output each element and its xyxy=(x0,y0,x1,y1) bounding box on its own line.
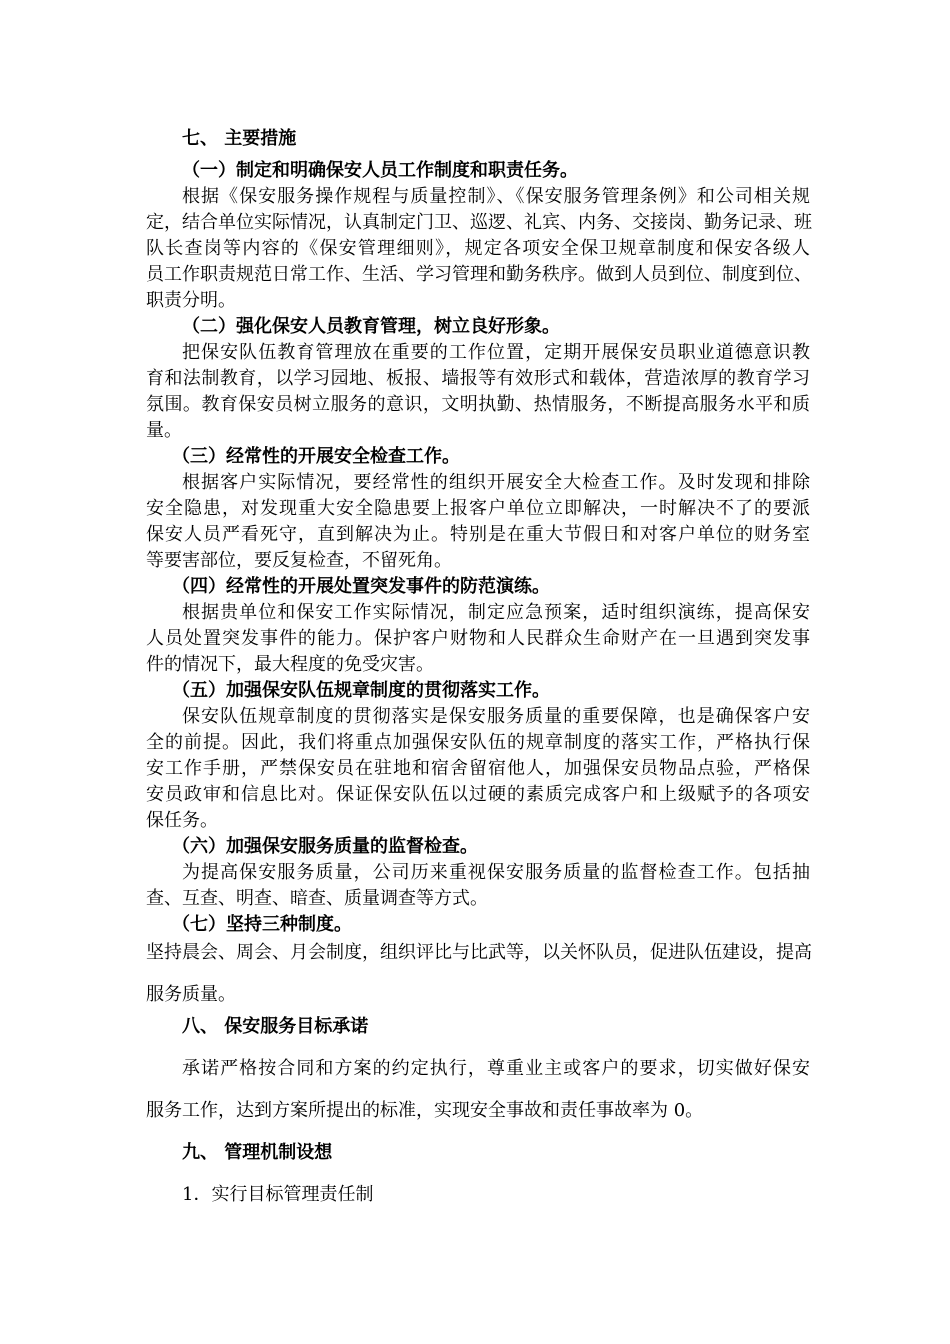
item-4-heading: （四）经常性的开展处置突发事件的防范演练。 xyxy=(172,576,550,597)
paragraph-line: 承诺严格按合同和方案的约定执行，尊重业主或客户的要求，切实做好保安 xyxy=(182,1058,810,1079)
paragraph-line: 件的情况下，最大程度的免受灾害。 xyxy=(146,654,434,675)
section-8-heading: 八、 保安服务目标承诺 xyxy=(182,1016,369,1037)
item-7-heading: （七）坚持三种制度。 xyxy=(172,914,352,935)
paragraph-line: 等要害部位，要反复检查，不留死角。 xyxy=(146,550,452,571)
paragraph-line: 安员政审和信息比对。保证保安队伍以过硬的素质完成客户和上级赋予的各项安 xyxy=(146,784,810,805)
paragraph-line: 根据《保安服务操作规程与质量控制》、《保安服务管理条例》和公司相关规 xyxy=(182,186,810,207)
paragraph-line: 队长查岗等内容的《保安管理细则》，规定各项安全保卫规章制度和保安各级人 xyxy=(146,238,810,259)
paragraph-line: 职责分明。 xyxy=(146,290,236,311)
item-2-heading: （二）强化保安人员教育管理，树立良好形象。 xyxy=(182,316,560,337)
item-6-heading: （六）加强保安服务质量的监督检查。 xyxy=(172,836,478,857)
paragraph-line: 根据客户实际情况，要经常性的组织开展安全大检查工作。及时发现和排除 xyxy=(182,472,810,493)
paragraph-line: 量。 xyxy=(146,420,182,441)
list-item: 1．实行目标管理责任制 xyxy=(182,1184,374,1205)
paragraph-line: 服务工作，达到方案所提出的标准，实现安全事故和责任事故率为 0。 xyxy=(146,1100,704,1121)
paragraph-line: 氛围。教育保安员树立服务的意识，文明执勤、热情服务，不断提高服务水平和质 xyxy=(146,394,810,415)
section-9-heading: 九、 管理机制设想 xyxy=(182,1142,333,1163)
paragraph-line: 保安队伍规章制度的贯彻落实是保安服务质量的重要保障，也是确保客户安 xyxy=(182,706,810,727)
paragraph-line: 保安人员严看死守，直到解决为止。特别是在重大节假日和对客户单位的财务室 xyxy=(146,524,810,545)
item-5-heading: （五）加强保安队伍规章制度的贯彻落实工作。 xyxy=(172,680,550,701)
paragraph-line: 为提高保安服务质量，公司历来重视保安服务质量的监督检查工作。包括抽 xyxy=(182,862,810,883)
paragraph-line: 安工作手册，严禁保安员在驻地和宿舍留宿他人，加强保安员物品点验，严格保 xyxy=(146,758,810,779)
section-7-heading: 七、 主要措施 xyxy=(182,128,297,149)
item-3-heading: （三）经常性的开展安全检查工作。 xyxy=(172,446,460,467)
paragraph-line: 查、互查、明查、暗查、质量调查等方式。 xyxy=(146,888,488,909)
paragraph-line: 保任务。 xyxy=(146,810,218,831)
paragraph-line: 服务质量。 xyxy=(146,984,236,1005)
paragraph-line: 把保安队伍教育管理放在重要的工作位置，定期开展保安员职业道德意识教 xyxy=(182,342,810,363)
paragraph-line: 安全隐患，对发现重大安全隐患要上报客户单位立即解决，一时解决不了的要派 xyxy=(146,498,810,519)
item-1-heading: （一）制定和明确保安人员工作制度和职责任务。 xyxy=(182,160,578,181)
paragraph-line: 全的前提。因此，我们将重点加强保安队伍的规章制度的落实工作，严格执行保 xyxy=(146,732,810,753)
paragraph-line: 坚持晨会、周会、月会制度，组织评比与比武等，以关怀队员，促进队伍建设，提高 xyxy=(146,942,812,963)
paragraph-line: 员工作职责规范日常工作、生活、学习管理和勤务秩序。做到人员到位、制度到位、 xyxy=(146,264,812,285)
paragraph-line: 育和法制教育，以学习园地、板报、墙报等有效形式和载体，营造浓厚的教育学习 xyxy=(146,368,810,389)
paragraph-line: 人员处置突发事件的能力。保护客户财物和人民群众生命财产在一旦遇到突发事 xyxy=(146,628,810,649)
paragraph-line: 定，结合单位实际情况，认真制定门卫、巡逻、礼宾、内务、交接岗、勤务记录、班 xyxy=(146,212,812,233)
paragraph-line: 根据贵单位和保安工作实际情况，制定应急预案，适时组织演练，提高保安 xyxy=(182,602,810,623)
